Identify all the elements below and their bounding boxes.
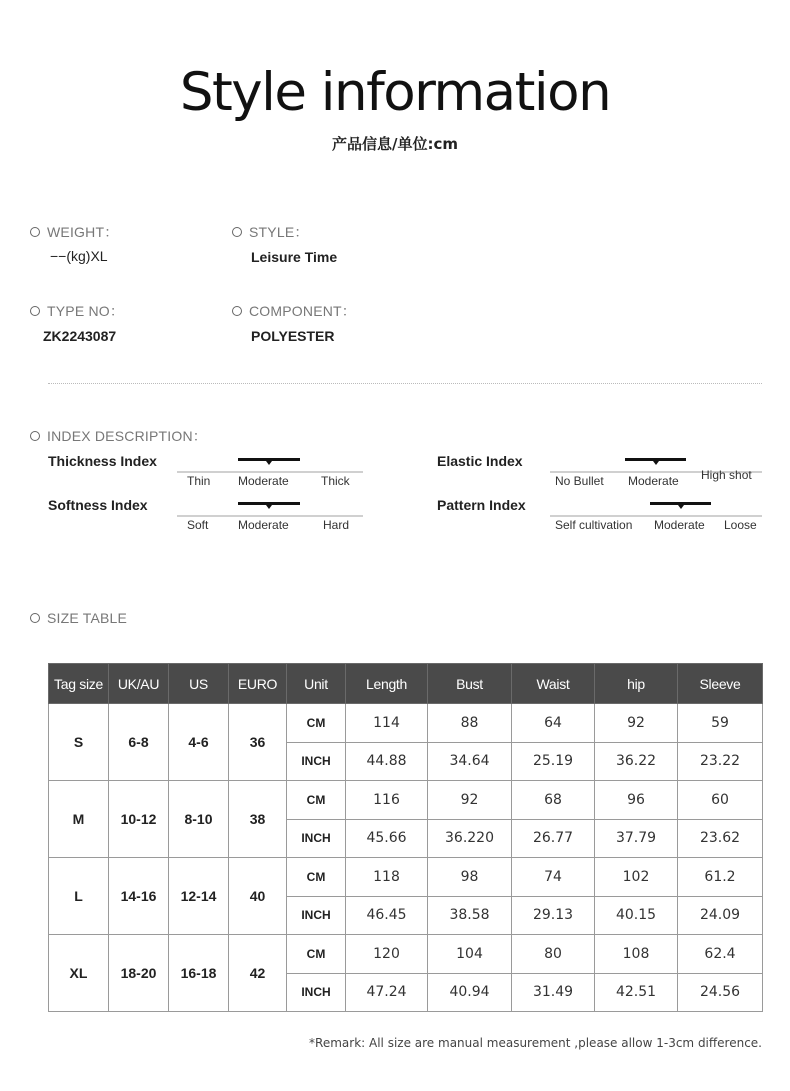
unit-cell: INCH: [287, 819, 346, 858]
table-row: [49, 858, 763, 897]
thickness-option-3: Thick: [321, 474, 350, 488]
pattern-option-2: Moderate: [654, 518, 705, 532]
bust-cell: 104: [428, 935, 512, 974]
weight-label: WEIGHT：: [47, 224, 119, 240]
size-table: [48, 663, 763, 1012]
hip-cell: 92: [595, 704, 678, 743]
size-table-label: SIZE TABLE: [47, 610, 128, 626]
length-cell: 44.88: [346, 742, 428, 781]
scale-track: [177, 515, 363, 517]
softness-option-1: Soft: [187, 518, 209, 532]
thickness-option-2: Moderate: [238, 474, 289, 488]
waist-cell: 26.77: [512, 819, 595, 858]
page-subtitle: 产品信息/单位:cm: [332, 135, 458, 153]
bust-cell: 34.64: [428, 742, 512, 781]
unit-cell: INCH: [287, 742, 346, 781]
hip-cell: 40.15: [595, 896, 678, 935]
elastic-option-3: High shot: [701, 468, 752, 482]
softness-scale: [177, 502, 363, 532]
sleeve-cell: 61.2: [678, 858, 763, 897]
waist-cell: 64: [512, 704, 595, 743]
ukau-cell: 6-8: [109, 704, 169, 781]
divider: [48, 383, 762, 384]
waist-cell: 68: [512, 781, 595, 820]
col-header-unit: Unit: [287, 664, 346, 704]
tag-size-cell: S: [49, 704, 109, 781]
hip-cell: 36.22: [595, 742, 678, 781]
tag-size-cell: XL: [49, 935, 109, 1012]
scale-marker: [625, 458, 686, 461]
index-label-row: [30, 426, 207, 446]
circle-bullet-icon: [30, 431, 40, 441]
circle-bullet-icon: [30, 306, 40, 316]
length-cell: 46.45: [346, 896, 428, 935]
thickness-option-1: Thin: [187, 474, 211, 488]
col-header-sleeve: Sleeve: [678, 664, 763, 704]
component-label-row: [232, 301, 356, 321]
us-cell: 4-6: [169, 704, 229, 781]
length-cell: 120: [346, 935, 428, 974]
col-header-euro: EURO: [229, 664, 287, 704]
component-label: COMPONENT：: [249, 303, 356, 319]
waist-cell: 25.19: [512, 742, 595, 781]
scale-marker: [238, 502, 300, 505]
weight-label-row: [30, 222, 118, 242]
col-header-hip: hip: [595, 664, 678, 704]
length-cell: 47.24: [346, 973, 428, 1012]
pattern-index-name: Pattern Index: [437, 497, 526, 513]
waist-cell: 74: [512, 858, 595, 897]
elastic-index-name: Elastic Index: [437, 453, 523, 469]
sleeve-cell: 24.56: [678, 973, 763, 1012]
tag-size-cell: L: [49, 858, 109, 935]
style-label-row: [232, 222, 309, 242]
scale-track: [550, 515, 762, 517]
unit-cell: INCH: [287, 973, 346, 1012]
pattern-scale: [550, 502, 762, 532]
unit-cell: CM: [287, 935, 346, 974]
bust-cell: 92: [428, 781, 512, 820]
softness-option-2: Moderate: [238, 518, 289, 532]
bust-cell: 88: [428, 704, 512, 743]
hip-cell: 37.79: [595, 819, 678, 858]
tag-size-cell: M: [49, 781, 109, 858]
us-cell: 8-10: [169, 781, 229, 858]
euro-cell: 36: [229, 704, 287, 781]
sleeve-cell: 60: [678, 781, 763, 820]
sleeve-cell: 24.09: [678, 896, 763, 935]
hip-cell: 108: [595, 935, 678, 974]
us-cell: 12-14: [169, 858, 229, 935]
component-value: POLYESTER: [251, 328, 335, 344]
bust-cell: 40.94: [428, 973, 512, 1012]
softness-index-name: Softness Index: [48, 497, 148, 513]
length-cell: 45.66: [346, 819, 428, 858]
hip-cell: 102: [595, 858, 678, 897]
unit-cell: CM: [287, 858, 346, 897]
unit-cell: CM: [287, 781, 346, 820]
ukau-cell: 10-12: [109, 781, 169, 858]
remark-note: *Remark: All size are manual measurement ,please allow 1-3cm difference.: [309, 1036, 762, 1050]
col-header-tag-size: Tag size: [49, 664, 109, 704]
length-cell: 116: [346, 781, 428, 820]
length-cell: 114: [346, 704, 428, 743]
waist-cell: 29.13: [512, 896, 595, 935]
sleeve-cell: 59: [678, 704, 763, 743]
bust-cell: 38.58: [428, 896, 512, 935]
sleeve-cell: 62.4: [678, 935, 763, 974]
pattern-option-1: Self cultivation: [555, 518, 633, 532]
col-header-waist: Waist: [512, 664, 595, 704]
euro-cell: 38: [229, 781, 287, 858]
circle-bullet-icon: [232, 306, 242, 316]
sleeve-cell: 23.22: [678, 742, 763, 781]
us-cell: 16-18: [169, 935, 229, 1012]
length-cell: 118: [346, 858, 428, 897]
col-header-bust: Bust: [428, 664, 512, 704]
elastic-scale: [550, 458, 762, 488]
unit-cell: INCH: [287, 896, 346, 935]
scale-marker: [238, 458, 300, 461]
elastic-option-2: Moderate: [628, 474, 679, 488]
bust-cell: 98: [428, 858, 512, 897]
size-table-label-row: [30, 610, 127, 626]
table-row: [49, 781, 763, 820]
scale-track: [177, 471, 363, 473]
index-label: INDEX DESCRIPTION：: [47, 428, 207, 444]
ukau-cell: 14-16: [109, 858, 169, 935]
style-value: Leisure Time: [251, 249, 338, 265]
waist-cell: 31.49: [512, 973, 595, 1012]
euro-cell: 42: [229, 935, 287, 1012]
bust-cell: 36.220: [428, 819, 512, 858]
weight-value: −−(kg)XL: [50, 248, 108, 264]
pattern-option-3: Loose: [724, 518, 757, 532]
sleeve-cell: 23.62: [678, 819, 763, 858]
softness-option-3: Hard: [323, 518, 350, 532]
type-label: TYPE NO：: [47, 303, 125, 319]
circle-bullet-icon: [232, 227, 242, 237]
table-row: [49, 935, 763, 974]
page-title: Style information: [179, 62, 611, 123]
ukau-cell: 18-20: [109, 935, 169, 1012]
type-value: ZK2243087: [43, 328, 117, 344]
size-table-header-row: [49, 664, 763, 704]
hip-cell: 96: [595, 781, 678, 820]
thickness-index-name: Thickness Index: [48, 453, 157, 469]
col-header-ukau: UK/AU: [109, 664, 169, 704]
elastic-option-1: No Bullet: [555, 474, 604, 488]
col-header-length: Length: [346, 664, 428, 704]
circle-bullet-icon: [30, 227, 40, 237]
euro-cell: 40: [229, 858, 287, 935]
col-header-us: US: [169, 664, 229, 704]
type-label-row: [30, 301, 124, 321]
thickness-scale: [177, 458, 363, 488]
table-row: [49, 704, 763, 743]
scale-marker: [650, 502, 711, 505]
circle-bullet-icon: [30, 613, 40, 623]
style-label: STYLE：: [249, 224, 309, 240]
hip-cell: 42.51: [595, 973, 678, 1012]
unit-cell: CM: [287, 704, 346, 743]
waist-cell: 80: [512, 935, 595, 974]
